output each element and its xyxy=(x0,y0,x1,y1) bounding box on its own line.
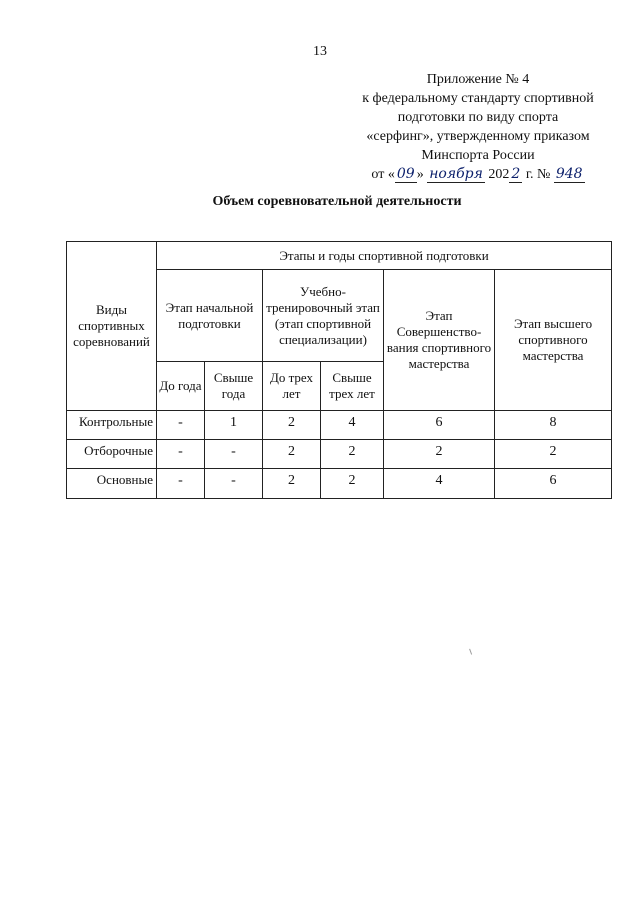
table-cell: 6 xyxy=(384,411,495,440)
row-label: Контрольные xyxy=(67,411,157,440)
document-title: Объем соревновательной деятельности xyxy=(212,194,462,209)
stage-training-header: Учебно-тренировочный этап (этап спортивной специализации) xyxy=(263,270,384,362)
table-cell: 4 xyxy=(321,411,384,440)
table-row xyxy=(67,469,612,499)
row-header-competition-types: Виды спортивных соревнований xyxy=(67,242,157,411)
date-quote-close: » xyxy=(416,167,424,182)
order-date-line xyxy=(340,165,616,184)
table-cell: 2 xyxy=(263,440,321,469)
date-prefix: от « xyxy=(371,167,395,182)
table-cell: 2 xyxy=(495,440,612,469)
table-cell: 8 xyxy=(495,411,612,440)
table-cell: - xyxy=(205,469,263,499)
row-label: Отборочные xyxy=(67,440,157,469)
sub-header-training-up-to-three: До трех лет xyxy=(263,362,321,411)
sub-header-initial-up-to-year: До года xyxy=(157,362,205,411)
handwritten-month: ноября xyxy=(429,166,483,182)
table-cell: 2 xyxy=(263,411,321,440)
table-row xyxy=(67,411,612,440)
stage-highest-header: Этап высшего спортивного мастерства xyxy=(495,270,612,411)
group-header-stages: Этапы и годы спортивной подготовки xyxy=(157,242,612,270)
table-cell: - xyxy=(157,440,205,469)
year-prefix: 202 xyxy=(488,167,510,182)
table-cell: 2 xyxy=(263,469,321,499)
appendix-title: Приложение № 4 xyxy=(426,72,530,87)
stage-improvement-header: Этап Совершенство-вания спортивного мастерства xyxy=(384,270,495,411)
row-label: Основные xyxy=(67,469,157,499)
handwritten-day: 09 xyxy=(396,166,415,182)
table-cell: - xyxy=(205,440,263,469)
year-suffix: г. № xyxy=(522,167,554,182)
sub-header-training-over-three: Свыше трех лет xyxy=(321,362,384,411)
table-cell: 2 xyxy=(321,440,384,469)
table-cell: 2 xyxy=(321,469,384,499)
appendix-line: Минспорта России xyxy=(421,148,535,163)
stage-initial-header: Этап начальной подготовки xyxy=(157,270,263,362)
table-cell: 1 xyxy=(205,411,263,440)
handwritten-year-digit: 2 xyxy=(511,166,521,182)
table-cell: 2 xyxy=(384,440,495,469)
sub-header-initial-over-year: Свыше года xyxy=(205,362,263,411)
table-cell: 4 xyxy=(384,469,495,499)
table-cell: - xyxy=(157,469,205,499)
table-cell: - xyxy=(157,411,205,440)
table-cell: 6 xyxy=(495,469,612,499)
competition-table xyxy=(66,241,612,499)
appendix-header xyxy=(340,70,616,184)
appendix-line: «серфинг», утвержденному приказом xyxy=(366,129,590,144)
appendix-line: к федеральному стандарту спортивной xyxy=(362,91,594,106)
page-number: 13 xyxy=(313,44,327,59)
appendix-line: подготовки по виду спорта xyxy=(397,110,559,125)
handwritten-order-number: 948 xyxy=(555,166,583,182)
table-row xyxy=(67,440,612,469)
scan-artifact xyxy=(469,647,476,654)
